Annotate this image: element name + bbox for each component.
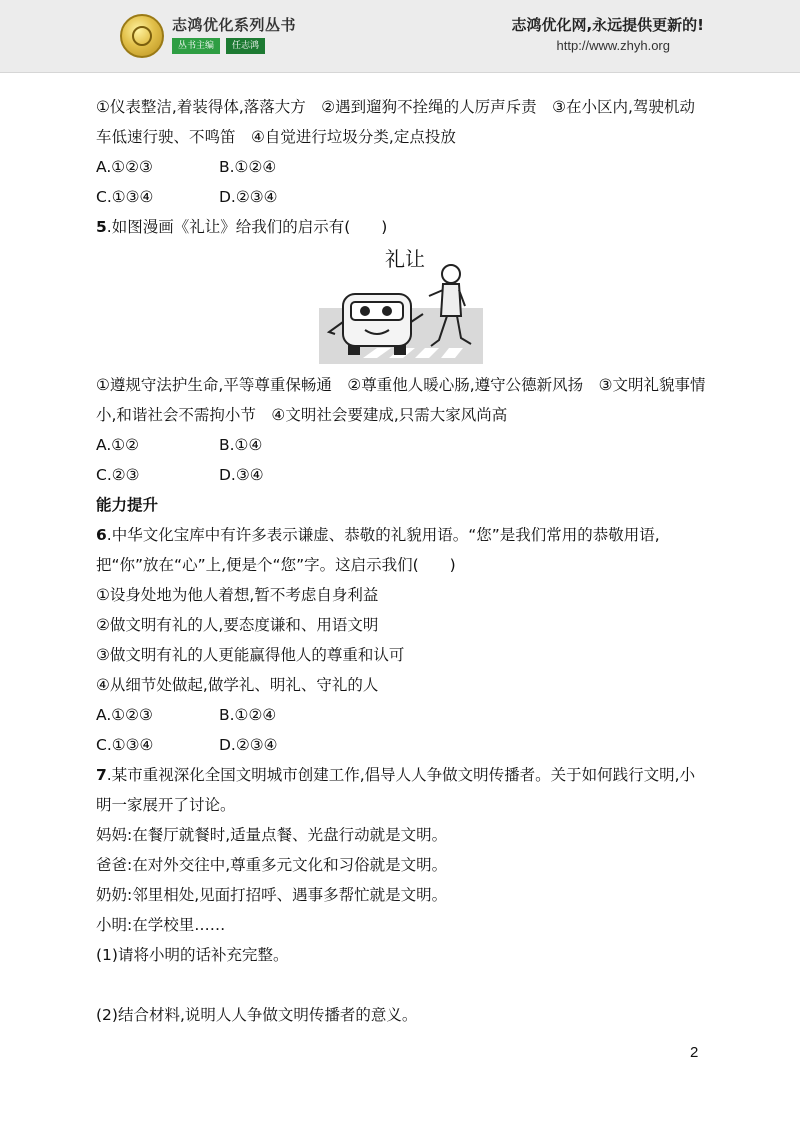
q7-dialogue-xiaoming: 小明:在学校里……	[96, 916, 226, 934]
q4-option-b: B.①②④	[219, 158, 277, 176]
q6-statement-4: ④从细节处做起,做学礼、明礼、守礼的人	[96, 676, 379, 694]
q6-stem	[96, 520, 706, 580]
comic-figure	[96, 244, 706, 364]
q4-option-d: D.②③④	[219, 188, 278, 206]
q5-stem-text: .如图漫画《礼让》给我们的启示有( )	[106, 218, 388, 236]
q5-option-b: B.①④	[219, 436, 263, 454]
q6-stem-text: .中华文化宝库中有许多表示谦虚、恭敬的礼貌用语。“您”是我们常用的恭敬用语,把“你”放在“心”上,便是个“您”字。这启示我们( )	[96, 526, 660, 574]
q6-option-b: B.①②④	[219, 706, 277, 724]
q6-number: 6	[96, 526, 107, 544]
q5-options-row-2	[96, 460, 706, 490]
q5-option-a: A.①②	[96, 436, 140, 454]
q7-stem-text: .某市重视深化全国文明城市创建工作,倡导人人争做文明传播者。关于如何践行文明,小明一家展开了讨论。	[96, 766, 696, 814]
document-body	[96, 92, 706, 1030]
q7-dialogue-mom: 妈妈:在餐厅就餐时,适量点餐、光盘行动就是文明。	[96, 826, 448, 844]
q7-subquestion-2: (2)结合材料,说明人人争做文明传播者的意义。	[96, 1006, 418, 1024]
page-number: 2	[690, 1044, 699, 1061]
q5-option-d: D.③④	[219, 466, 264, 484]
q6-option-c: C.①③④	[96, 736, 154, 754]
q5-stem	[96, 212, 706, 242]
q6-options-row-1	[96, 700, 706, 730]
q5-number: 5	[96, 218, 107, 236]
comic-title: 礼让	[385, 247, 425, 271]
q4-option-a: A.①②③	[96, 158, 153, 176]
q7-stem	[96, 760, 706, 820]
q7-subquestion-1: (1)请将小明的话补充完整。	[96, 946, 289, 964]
header-url[interactable]: http://www.zhyh.org	[556, 38, 670, 53]
q4-options-row-2	[96, 182, 706, 212]
q5-option-c: C.②③	[96, 466, 140, 484]
q6-statement-3: ③做文明有礼的人更能赢得他人的尊重和认可	[96, 646, 405, 664]
q6-options-row-2	[96, 730, 706, 760]
q7-dialogue-dad: 爸爸:在对外交往中,尊重多元文化和习俗就是文明。	[96, 856, 448, 874]
q6-option-d: D.②③④	[219, 736, 278, 754]
q5-options-row-1	[96, 430, 706, 460]
q7-dialogue-grandma: 奶奶:邻里相处,见面打招呼、遇事多帮忙就是文明。	[96, 886, 448, 904]
q6-statement-1: ①设身处地为他人着想,暂不考虑自身利益	[96, 586, 379, 604]
page-header	[0, 0, 800, 73]
q4-statements: ①仪表整洁,着装得体,落落大方 ②遇到遛狗不拴绳的人厉声斥责 ③在小区内,驾驶机动车低速行驶、不鸣笛 ④自觉进行垃圾分类,定点投放	[96, 98, 695, 146]
header-slogan: 志鸿优化网,永远提供更新的!	[511, 16, 704, 34]
q7-number: 7	[96, 766, 107, 784]
q6-statement-2: ②做文明有礼的人,要态度谦和、用语文明	[96, 616, 379, 634]
editor-name: 任志鸿	[226, 38, 265, 54]
editor-tag: 丛书主编	[172, 38, 220, 54]
q4-options-row-1	[96, 152, 706, 182]
series-title: 志鸿优化系列丛书	[172, 16, 297, 34]
comic-illustration	[319, 244, 483, 364]
section-title: 能力提升	[96, 496, 159, 514]
q5-statements: ①遵规守法护生命,平等尊重保畅通 ②尊重他人暖心肠,遵守公德新风扬 ③文明礼貌事情小,和谐社会不需拘小节 ④文明社会要建成,只需大家风尚高	[96, 376, 706, 424]
q4-option-c: C.①③④	[96, 188, 154, 206]
logo-icon	[120, 14, 164, 58]
q6-option-a: A.①②③	[96, 706, 153, 724]
q7-answer-space-1[interactable]	[96, 970, 706, 1000]
